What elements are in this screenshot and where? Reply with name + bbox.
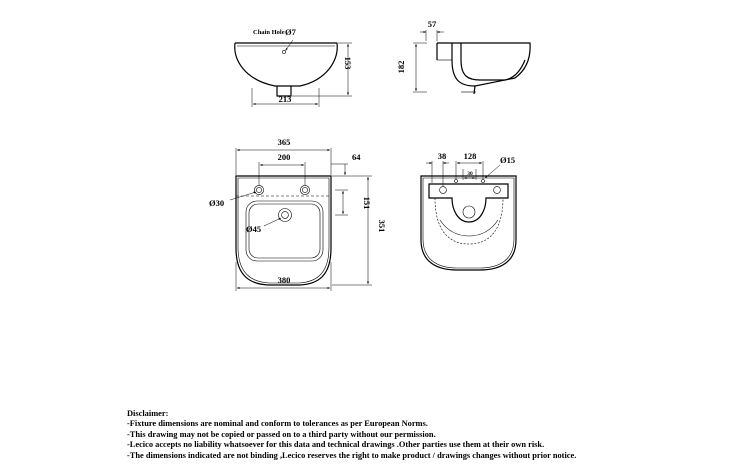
drain-hole-dia: Ø45	[246, 224, 262, 234]
waste-outlet-icon	[463, 206, 475, 218]
side-section-view	[396, 19, 530, 94]
center-spacing-30: 30	[467, 171, 473, 177]
disclaimer-block	[127, 409, 727, 461]
disclaimer-line: -Fixture dimensions are nominal and conform to tolerances as per European Norms.	[127, 419, 428, 429]
front-elevation-view	[235, 27, 353, 107]
total-height-351: 351	[377, 219, 387, 233]
chain-hole-dia: Ø7	[285, 27, 296, 37]
edge-offset-38: 38	[437, 151, 447, 161]
drain-hole-icon	[279, 209, 292, 222]
bracket-spacing-128: 128	[463, 151, 477, 161]
overall-width-365: 365	[277, 137, 291, 147]
tap-hole-left-icon	[254, 185, 263, 194]
fixing-hole-right-icon	[494, 187, 501, 194]
tap-height-151: 151	[362, 196, 372, 210]
side-offset-64: 64	[352, 152, 361, 162]
disclaimer-line: -This drawing may not be copied or passed on to a third party without our permission.	[127, 429, 436, 439]
disclaimer-title: Disclaimer:	[127, 409, 169, 418]
front-plan-view	[209, 137, 387, 291]
tap-hole-right-icon	[300, 185, 309, 194]
disclaimer-line: -Lecico accepts no liability whatsoever for this data and technical drawings .Other parties use them at their own risk.	[127, 440, 545, 450]
depth-57: 57	[427, 19, 437, 29]
rear-view	[421, 151, 516, 270]
side-height-182: 182	[396, 60, 406, 74]
bottom-width-380: 380	[277, 275, 291, 285]
basin-width-213: 213	[278, 94, 292, 104]
tap-spacing-200: 200	[277, 152, 291, 162]
disclaimer-line: -The dimensions indicated are not binding ,Lecico reserves the right to make product / drawings changes without prior notice.	[127, 450, 577, 460]
basin-height-153: 153	[343, 56, 353, 70]
chain-hole-icon	[282, 50, 285, 53]
chain-hole-label: Chain Hole	[253, 29, 285, 36]
fixing-hole-left-icon	[440, 187, 447, 194]
fix-hole-dia: Ø15	[500, 155, 516, 165]
tap-hole-dia: Ø30	[209, 198, 225, 208]
